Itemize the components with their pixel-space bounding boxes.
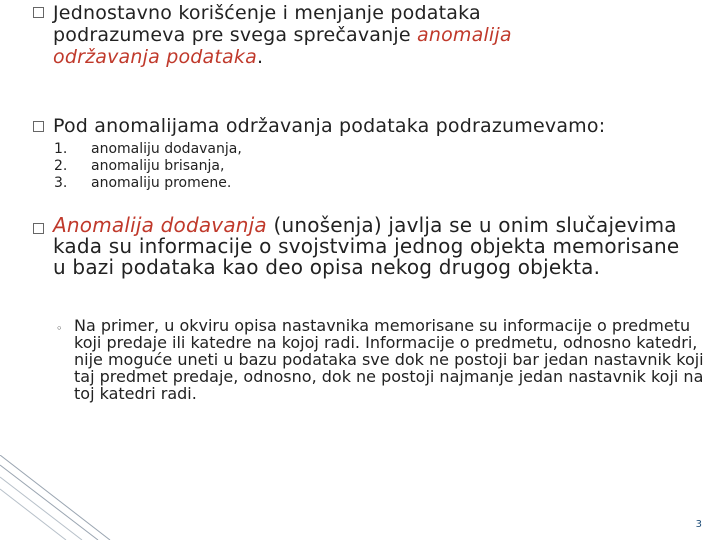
bullet-3-emphasis: Anomalija dodavanja [53, 213, 267, 237]
list-item: 1. anomaliju dodavanja, [54, 141, 242, 157]
square-bullet-icon [33, 223, 44, 234]
sub-bullet-text: Na primer, u okviru opisa nastavnika memorisane su informacije o predmetu koji predaje ili katedre na kojoj radi. Informacije o predmetu, odnosno katedri, nije moguće uneti u bazu podataka sve dok ne postoji bar jedan nastavnik koji taj predmet predaje, odnosno, dok ne postoji najmanje jedan nastavnik koji na toj katedri radi. [74, 316, 704, 403]
sub-bullet [56, 317, 706, 402]
square-bullet-icon [33, 121, 44, 132]
square-bullet-icon [33, 7, 44, 18]
bullet-2-text: Pod anomalijama održavanja podataka podrazumevamo: [53, 115, 606, 137]
numbered-list [54, 141, 242, 192]
bullet-1-emphasis: anomalija održavanja podataka [53, 24, 512, 68]
page-number: 3 [695, 519, 702, 530]
circle-bullet-icon: ◦ [56, 322, 63, 335]
list-item: 2. anomaliju brisanja, [54, 158, 225, 174]
bullet-1-text: Jednostavno korišćenje i menjanje podataka podrazumeva pre svega sprečavanje anomalija održavanja podataka. [53, 2, 512, 68]
list-item: 3. anomaliju promene. [54, 175, 232, 191]
bullet-3-text: Anomalija dodavanja (unošenja) javlja se u onim slučajevima kada su informacije o svojstvima jednog objekta memorisane u bazi podataka kao deo opisa nekog drugog objekta. [53, 213, 680, 279]
decorative-corner-lines [0, 455, 120, 540]
